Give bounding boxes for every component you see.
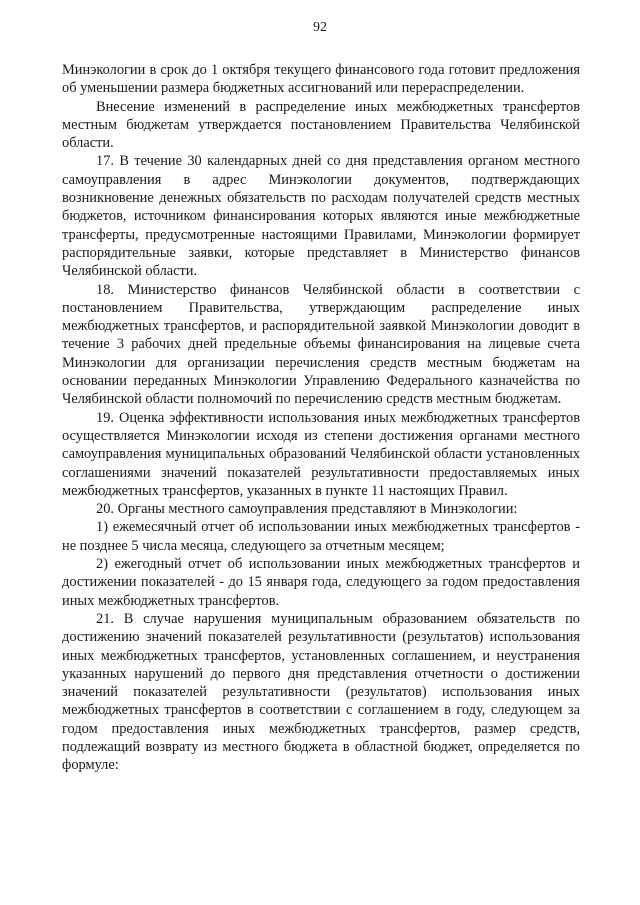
paragraph-continuation: Минэкологии в срок до 1 октября текущего финансового года готовит предложения об уменьшении размера бюджетных ассигнований или перераспределении. [62, 62, 580, 97]
paragraph-17: 17. В течение 30 календарных дней со дня представления органом местного самоуправления в адрес Минэкологии документов, подтверждающих возникновение денежных обязательств по расходам получателей средств местных бюджетов, источником финансирования которых являются иные межбюджетные трансферты, предусмотренные настоящими Правилами, Минэкологии формирует распорядительные заявки, которые представляет в Министерство финансов Челябинской области. [62, 153, 580, 280]
page-number: 92 [313, 20, 327, 35]
paragraph-20: 20. Органы местного самоуправления представляют в Минэкологии: [96, 501, 518, 518]
paragraph-distribution-changes: Внесение изменений в распределение иных межбюджетных трансфертов местным бюджетам утверждается постановлением Правительства Челябинской области. [62, 98, 580, 152]
paragraph-21: 21. В случае нарушения муниципальным образованием обязательств по достижению значений показателей результативности (результатов) использования иных межбюджетных трансфертов, установленных соглашением, и неустранения указанных нарушений до первого дня представления отчетности о достижении значений показателей результативности (результатов) использования иных межбюджетных трансфертов в соответствии с соглашением в году, следующем за годом предоставления иных межбюджетных трансфертов, размер средств, подлежащий возврату из местного бюджета в областной бюджет, определяется по формуле: [62, 610, 580, 774]
document-body [62, 61, 580, 775]
paragraph-20-item-1: 1) ежемесячный отчет об использовании иных межбюджетных трансфертов - не позднее 5 числа месяца, следующего за отчетным месяцем; [62, 519, 580, 554]
paragraph-19: 19. Оценка эффективности использования иных межбюджетных трансфертов осуществляется Минэкологии исходя из степени достижения органами местного самоуправления муниципальных образований Челябинской области установленных соглашениями значений показателей результативности предоставляемых иных межбюджетных трансфертов, указанных в пункте 11 настоящих Правил. [62, 409, 580, 499]
paragraph-18: 18. Министерство финансов Челябинской области в соответствии с постановлением Правительства, утверждающим распределение иных межбюджетных трансфертов, и распорядительной заявкой Минэкологии доводит в течение 3 рабочих дней предельные объемы финансирования на лицевые счета Минэкологии для организации перечисления средств местным бюджетам на основании переданных Минэкологии Управлению Федерального казначейства по Челябинской области полномочий по перечислению средств местным бюджетам. [62, 281, 580, 408]
paragraph-20-item-2: 2) ежегодный отчет об использовании иных межбюджетных трансфертов и достижении показателей - до 15 января года, следующего за годом предоставления иных межбюджетных трансфертов. [62, 556, 580, 609]
